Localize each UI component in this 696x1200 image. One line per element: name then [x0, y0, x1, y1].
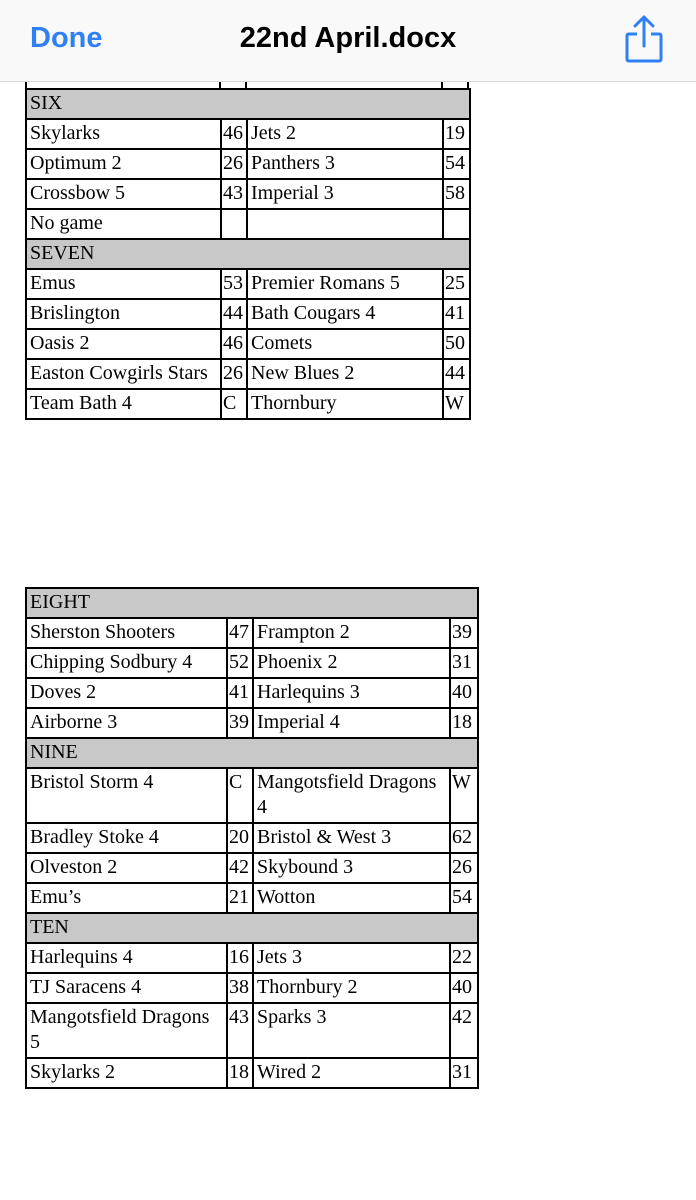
- home-team-cell: Bradley Stoke 4: [26, 823, 227, 853]
- away-team-cell: Phoenix 2: [253, 648, 450, 678]
- away-score-cell: 25: [443, 269, 470, 299]
- home-score-cell: [221, 209, 247, 239]
- away-score-cell: 39: [450, 618, 478, 648]
- away-team-cell: Mangotsfield Dragons 4: [253, 768, 450, 823]
- home-team-cell: Skylarks 2: [26, 1058, 227, 1088]
- home-team-cell: Mangotsfield Dragons 5: [26, 1003, 227, 1058]
- away-score-cell: W: [443, 389, 470, 419]
- away-team-cell: Harlequins 3: [253, 678, 450, 708]
- section-title: TEN: [26, 913, 478, 943]
- away-score-cell: 54: [443, 149, 470, 179]
- section-header-row: [26, 89, 470, 119]
- home-score-cell: 44: [221, 299, 247, 329]
- share-icon[interactable]: [622, 14, 666, 64]
- section-header-row: [26, 588, 478, 618]
- away-team-cell: Bath Cougars 4: [247, 299, 443, 329]
- home-score-cell: 16: [227, 943, 253, 973]
- results-table-1: [25, 88, 471, 420]
- home-score-cell: 52: [227, 648, 253, 678]
- match-row: [26, 1058, 478, 1088]
- match-row: [26, 648, 478, 678]
- away-team-cell: Wotton: [253, 883, 450, 913]
- home-score-cell: 39: [227, 708, 253, 738]
- away-score-cell: 54: [450, 883, 478, 913]
- match-row: [26, 299, 470, 329]
- away-team-cell: Comets: [247, 329, 443, 359]
- away-score-cell: 42: [450, 1003, 478, 1058]
- match-row: [26, 708, 478, 738]
- section-title: SIX: [26, 89, 470, 119]
- document-title: 22nd April.docx: [239, 22, 457, 54]
- match-row: [26, 119, 470, 149]
- away-score-cell: 31: [450, 1058, 478, 1088]
- home-score-cell: 20: [227, 823, 253, 853]
- match-row: [26, 269, 470, 299]
- away-team-cell: New Blues 2: [247, 359, 443, 389]
- away-score-cell: W: [450, 768, 478, 823]
- away-score-cell: 40: [450, 973, 478, 1003]
- results-table-2: [25, 587, 479, 1089]
- home-team-cell: Harlequins 4: [26, 943, 227, 973]
- match-row: [26, 883, 478, 913]
- match-row: [26, 823, 478, 853]
- home-score-cell: 21: [227, 883, 253, 913]
- home-team-cell: Team Bath 4: [26, 389, 221, 419]
- home-score-cell: 41: [227, 678, 253, 708]
- home-team-cell: Sherston Shooters: [26, 618, 227, 648]
- away-team-cell: Premier Romans 5: [247, 269, 443, 299]
- home-team-cell: Brislington: [26, 299, 221, 329]
- home-score-cell: 53: [221, 269, 247, 299]
- home-team-cell: Optimum 2: [26, 149, 221, 179]
- match-row: [26, 768, 478, 823]
- away-score-cell: 40: [450, 678, 478, 708]
- away-team-cell: Thornbury: [247, 389, 443, 419]
- section-title: SEVEN: [26, 239, 470, 269]
- away-team-cell: Thornbury 2: [253, 973, 450, 1003]
- away-team-cell: Panthers 3: [247, 149, 443, 179]
- home-team-cell: Doves 2: [26, 678, 227, 708]
- home-score-cell: 26: [221, 149, 247, 179]
- section-header-row: [26, 913, 478, 943]
- away-score-cell: 50: [443, 329, 470, 359]
- away-score-cell: 41: [443, 299, 470, 329]
- home-team-cell: TJ Saracens 4: [26, 973, 227, 1003]
- away-team-cell: Skybound 3: [253, 853, 450, 883]
- match-row: [26, 389, 470, 419]
- away-team-cell: [247, 209, 443, 239]
- home-score-cell: 46: [221, 329, 247, 359]
- home-team-cell: Easton Cowgirls Stars: [26, 359, 221, 389]
- section-title: EIGHT: [26, 588, 478, 618]
- match-row: [26, 209, 470, 239]
- home-team-cell: Chipping Sodbury 4: [26, 648, 227, 678]
- away-team-cell: Sparks 3: [253, 1003, 450, 1058]
- match-row: [26, 329, 470, 359]
- away-score-cell: [443, 209, 470, 239]
- match-row: [26, 149, 470, 179]
- away-score-cell: 58: [443, 179, 470, 209]
- away-score-cell: 19: [443, 119, 470, 149]
- away-score-cell: 62: [450, 823, 478, 853]
- match-row: [26, 973, 478, 1003]
- away-team-cell: Wired 2: [253, 1058, 450, 1088]
- done-button[interactable]: Done: [30, 22, 103, 54]
- away-score-cell: 18: [450, 708, 478, 738]
- match-row: [26, 179, 470, 209]
- home-score-cell: 47: [227, 618, 253, 648]
- home-score-cell: 43: [221, 179, 247, 209]
- home-score-cell: C: [221, 389, 247, 419]
- away-score-cell: 22: [450, 943, 478, 973]
- section-header-row: [26, 239, 470, 269]
- match-row: [26, 678, 478, 708]
- home-team-cell: Airborne 3: [26, 708, 227, 738]
- away-team-cell: Frampton 2: [253, 618, 450, 648]
- home-score-cell: 42: [227, 853, 253, 883]
- home-team-cell: Bristol Storm 4: [26, 768, 227, 823]
- away-team-cell: Jets 2: [247, 119, 443, 149]
- match-row: [26, 359, 470, 389]
- match-row: [26, 853, 478, 883]
- navigation-bar: [0, 0, 696, 82]
- home-score-cell: 46: [221, 119, 247, 149]
- section-header-row: [26, 738, 478, 768]
- home-team-cell: No game: [26, 209, 221, 239]
- home-score-cell: 26: [221, 359, 247, 389]
- section-title: NINE: [26, 738, 478, 768]
- match-row: [26, 618, 478, 648]
- away-score-cell: 44: [443, 359, 470, 389]
- away-team-cell: Imperial 4: [253, 708, 450, 738]
- away-team-cell: Bristol & West 3: [253, 823, 450, 853]
- match-row: [26, 943, 478, 973]
- home-score-cell: 43: [227, 1003, 253, 1058]
- away-team-cell: Imperial 3: [247, 179, 443, 209]
- home-team-cell: Emu’s: [26, 883, 227, 913]
- away-score-cell: 31: [450, 648, 478, 678]
- home-team-cell: Olveston 2: [26, 853, 227, 883]
- home-team-cell: Crossbow 5: [26, 179, 221, 209]
- match-row: [26, 1003, 478, 1058]
- home-score-cell: C: [227, 768, 253, 823]
- home-score-cell: 38: [227, 973, 253, 1003]
- away-team-cell: Jets 3: [253, 943, 450, 973]
- home-score-cell: 18: [227, 1058, 253, 1088]
- home-team-cell: Oasis 2: [26, 329, 221, 359]
- away-score-cell: 26: [450, 853, 478, 883]
- home-team-cell: Skylarks: [26, 119, 221, 149]
- home-team-cell: Emus: [26, 269, 221, 299]
